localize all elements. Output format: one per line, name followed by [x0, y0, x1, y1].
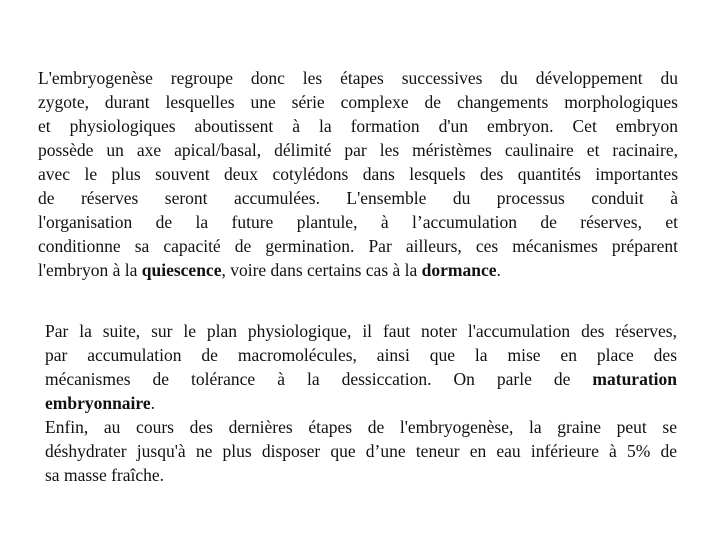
- text-segment: Par la suite, sur le plan physiologique, il faut noter l'accumulation des réserves,: [45, 321, 677, 341]
- text-segment: déshydrater jusqu'à ne plus disposer que d’une teneur en eau inférieure à 5% de: [45, 441, 677, 461]
- bold-term: dormance: [421, 260, 497, 280]
- text-segment: conditionne sa capacité de germination. Par ailleurs, ces mécanismes préparent: [38, 236, 678, 256]
- paragraph-embryogenesis: [38, 66, 678, 282]
- text-segment: mécanismes de tolérance à la dessiccation. On parle de: [45, 369, 593, 389]
- text-line: [38, 258, 678, 282]
- text-segment: zygote, durant lesquelles une série complexe de changements morphologiques: [38, 92, 678, 112]
- text-segment: Enfin, au cours des dernières étapes de l'embryogenèse, la graine peut se: [45, 417, 677, 437]
- text-line: [45, 391, 677, 415]
- bold-term: quiescence: [141, 260, 222, 280]
- bold-term: embryonnaire: [45, 393, 151, 413]
- text-segment: avec le plus souvent deux cotylédons dans lesquels des quantités importantes: [38, 164, 678, 184]
- text-line: [38, 162, 678, 186]
- text-line: [38, 234, 678, 258]
- text-line: [45, 367, 677, 391]
- text-line: [38, 138, 678, 162]
- text-line: [38, 66, 678, 90]
- text-segment: .: [496, 260, 501, 280]
- paragraph-maturation: [45, 319, 677, 487]
- text-line: [45, 319, 677, 343]
- text-line: [45, 463, 677, 487]
- text-segment: l'embryon à la: [38, 260, 142, 280]
- text-segment: .: [150, 393, 156, 413]
- text-line: [45, 343, 677, 367]
- text-line: [38, 210, 678, 234]
- text-segment: par accumulation de macromolécules, ainsi que la mise en place des: [45, 345, 677, 365]
- text-segment: sa masse fraîche.: [45, 465, 165, 485]
- text-segment: de réserves seront accumulées. L'ensemble du processus conduit à: [38, 188, 678, 208]
- text-line: [45, 439, 677, 463]
- text-line: [38, 90, 678, 114]
- text-line: [38, 114, 678, 138]
- text-segment: l'organisation de la future plantule, à l’accumulation de réserves, et: [38, 212, 678, 232]
- bold-term: maturation: [592, 369, 677, 389]
- text-segment: possède un axe apical/basal, délimité par les méristèmes caulinaire et racinaire,: [38, 140, 678, 160]
- text-segment: L'embryogenèse regroupe donc les étapes successives du développement du: [38, 68, 678, 88]
- text-segment: et physiologiques aboutissent à la formation d'un embryon. Cet embryon: [38, 116, 678, 136]
- text-segment: , voire dans certains cas à la: [221, 260, 422, 280]
- text-line: [38, 186, 678, 210]
- text-line: [45, 415, 677, 439]
